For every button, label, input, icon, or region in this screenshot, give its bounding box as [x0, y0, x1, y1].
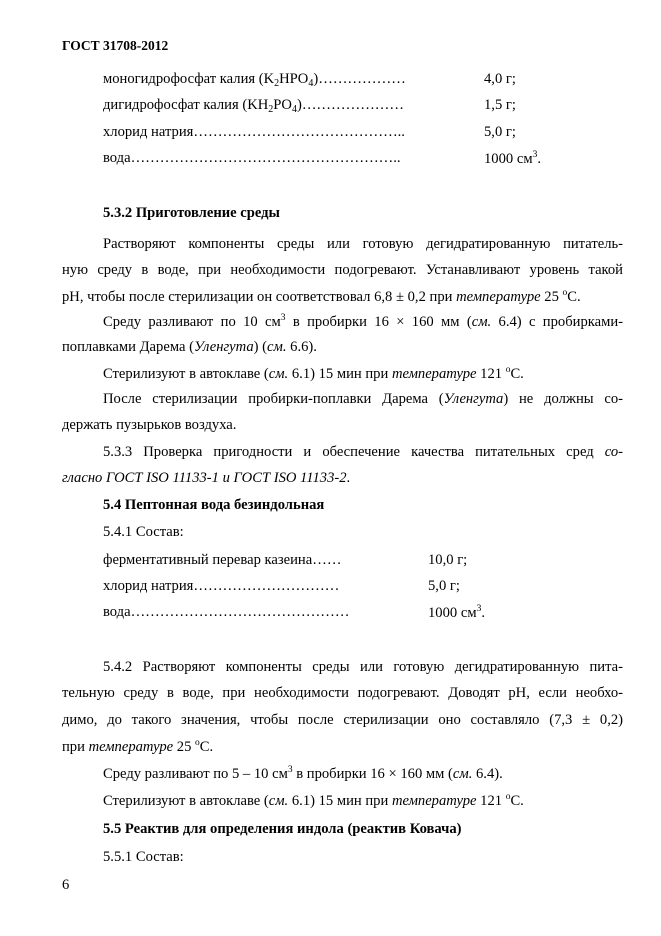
- section-title-5-4: 5.4 Пептонная вода безиндольная: [103, 497, 325, 513]
- paragraph-line: димо, до такого значения, чтобы после стерилизации оно составляло (7,3 ± 0,2): [62, 712, 623, 728]
- paragraph-line: при температуре 25 $^o$C.: [62, 738, 214, 755]
- paragraph-line: гласно ГОСТ ISO 11133-1 и ГОСТ ISO 11133-2.: [62, 470, 351, 486]
- composition-item-name: дигидрофосфат калия $(KH_2PO_4)\dots\dots\dots\dots\dots\dots\dots$: [103, 97, 404, 115]
- paragraph-line: После стерилизации пробирки-поплавки Дарема (Уленгута) не должны со-: [103, 391, 623, 407]
- section-title-5-3-2: 5.3.2 Приготовление среды: [103, 205, 280, 221]
- paragraph-line: ную среду в воде, при необходимости подогревают. Устанавливают уровень такой: [62, 262, 623, 278]
- composition-item-name: моногидрофосфат калия $(K_2HPO_4)\dots\dots\dots\dots\dots\dots$: [103, 71, 406, 89]
- composition-item-value: 1,5 г;: [484, 97, 516, 113]
- composition-item-name: хлорид натрия……………………………………..: [103, 124, 405, 140]
- paragraph-line: держать пузырьков воздуха.: [62, 417, 237, 433]
- composition-item-value: 1000 $см^3$.: [428, 604, 485, 621]
- paragraph-line: тельную среду в воде, при необходимости подогревают. Доводят pH, если необхо-: [62, 685, 623, 701]
- composition-item-value: 4,0 г;: [484, 71, 516, 87]
- composition-label: 5.4.1 Состав:: [103, 524, 184, 540]
- paragraph-line: pH, чтобы после стерилизации он соответствовал 6,8 ± 0,2 при температуре 25 $^o$C.: [62, 288, 581, 305]
- paragraph-line: Среду разливают по 10 $см^3$ в пробирки 16 × 160 мм (см. 6.4) с пробирками-: [103, 313, 623, 330]
- paragraph-line: Растворяют компоненты среды или готовую дегидратированную питатель-: [103, 236, 623, 252]
- composition-item-value: 1000 $см^3$.: [484, 150, 541, 167]
- composition-item-value: 5,0 г;: [484, 124, 516, 140]
- paragraph-line: Среду разливают по 5 – 10 $см^3$ в пробирки 16 × 160 мм (см. 6.4).: [103, 765, 503, 782]
- standard-header: ГОСТ 31708-2012: [62, 38, 169, 53]
- page-number: 6: [62, 877, 70, 893]
- paragraph-line: Стерилизуют в автоклаве (см. 6.1) 15 мин при температуре 121 $^o$C.: [103, 792, 524, 809]
- paragraph-line: Стерилизуют в автоклаве (см. 6.1) 15 мин при температуре 121 $^o$C.: [103, 365, 524, 382]
- composition-item-value: 10,0 г;: [428, 552, 468, 568]
- paragraph-line: 5.4.2 Растворяют компоненты среды или готовую дегидратированную пита-: [103, 659, 623, 675]
- composition-item-name: вода………………………………………………..: [103, 150, 401, 166]
- paragraph-line: 5.3.3 Проверка пригодности и обеспечение качества питательных сред со-: [103, 444, 623, 460]
- composition-item-name: ферментативный перевар казеина……: [103, 552, 342, 568]
- paragraph-line: поплавками Дарема (Уленгута) (см. 6.6).: [62, 339, 317, 355]
- composition-label: 5.5.1 Состав:: [103, 849, 184, 865]
- composition-item-value: 5,0 г;: [428, 578, 460, 594]
- composition-item-name: вода………………………………………: [103, 604, 350, 620]
- composition-item-name: хлорид натрия…………………………: [103, 578, 340, 594]
- section-title-5-5: 5.5 Реактив для определения индола (реактив Ковача): [103, 821, 462, 837]
